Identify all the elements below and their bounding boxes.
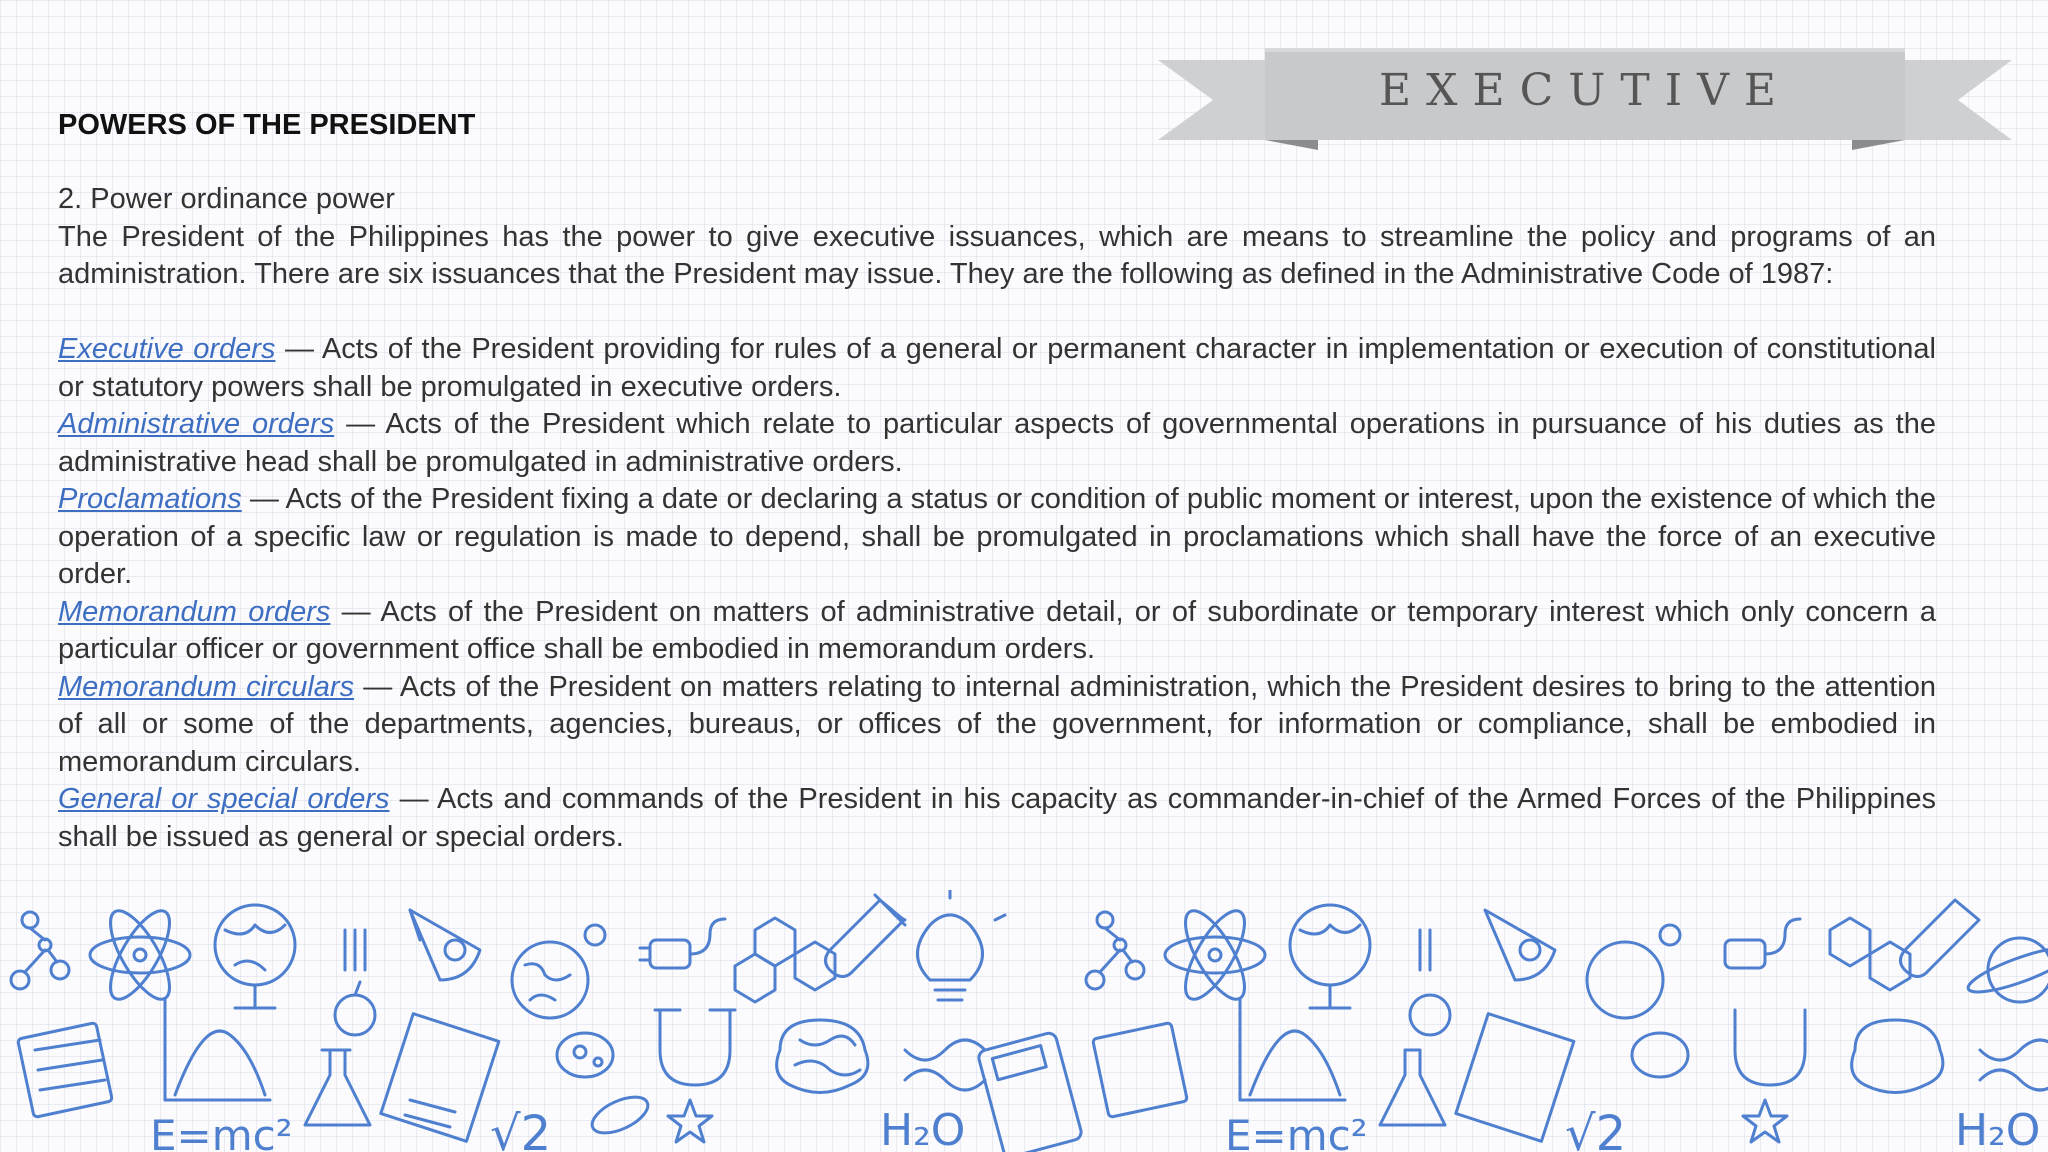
term-link-proclamations[interactable]: Proclamations — [58, 483, 242, 515]
hexagon-molecule-icon — [735, 918, 835, 1002]
term-link-administrative-orders[interactable]: Administrative orders — [58, 408, 335, 440]
section-subheading: 2. Power ordinance power — [58, 183, 395, 215]
svg-text:E=mc²: E=mc² — [1225, 1111, 1368, 1152]
planet-icon — [1964, 938, 2048, 1002]
definition-text: — Acts of the President providing for rules of a general or permanent character in implementation or execution of constitutional or statutory powers shall be promulgated in executive orders. — [58, 333, 1936, 403]
graph-icon — [165, 1000, 270, 1100]
rocket-icon — [410, 910, 480, 980]
definition-item — [58, 594, 1936, 669]
spacer — [58, 294, 1936, 332]
dna-icon — [905, 1040, 985, 1090]
apple-icon — [335, 930, 375, 1035]
definition-item — [58, 481, 1936, 594]
definition-item — [58, 406, 1936, 481]
page-title: POWERS OF THE PRESIDENT — [58, 109, 476, 141]
definition-item — [58, 331, 1936, 406]
svg-text:H₂O: H₂O — [880, 1105, 966, 1152]
term-link-memorandum-orders[interactable]: Memorandum orders — [58, 595, 331, 628]
globe-icon — [215, 905, 295, 1008]
book-icon — [381, 1014, 499, 1142]
term-link-memorandum-circulars[interactable]: Memorandum circulars — [58, 670, 355, 703]
test-tube-icon — [825, 895, 905, 977]
definition-item — [58, 669, 1936, 782]
definition-text: — Acts of the President on matters relating to internal administration, which the President desires to bring to the attention of all or some of the departments, agencies, bureaus, or offices of the government, for information or compliance, shall be embodied in memorandum circulars. — [58, 670, 1936, 778]
lightbulb-icon — [895, 890, 1005, 1000]
science-doodle-strip — [0, 890, 2048, 1152]
bacteria-icon — [557, 1033, 653, 1140]
term-link-general-special-orders[interactable]: General or special orders — [58, 783, 390, 815]
star-icon — [668, 1100, 712, 1142]
molecule-icon — [11, 912, 69, 989]
definition-text: — Acts and commands of the President in his capacity as commander-in-chief of the Armed Forces of the Philippines shall be issued as general or special orders. — [58, 783, 1936, 853]
svg-text:√2: √2 — [490, 1106, 552, 1152]
atom-icon — [90, 903, 190, 1008]
brain-icon — [777, 1020, 868, 1093]
earth-icon — [512, 925, 605, 1018]
svg-text:H₂O: H₂O — [1955, 1105, 2041, 1152]
slide-content — [58, 105, 1936, 856]
calculator-icon — [977, 1032, 1083, 1152]
definition-text: — Acts of the President on matters of administrative detail, or of subordinate or temporary interest which only concern a particular officer or government office shall be embodied in memorandum orders. — [58, 595, 1936, 665]
term-link-executive-orders[interactable]: Executive orders — [58, 333, 276, 365]
flask-icon — [305, 1050, 370, 1125]
definition-text: — Acts of the President fixing a date or declaring a status or condition of public moment or interest, upon the existence of which the operation of a specific law or regulation is made to depend, shall be promulgated in proclamations which shall have the force of an executive order. — [58, 483, 1936, 590]
intro-paragraph: The President of the Philippines has the power to give executive issuances, which are means to streamline the policy and programs of an administration. There are six issuances that the President may issue. They are the following as defined in the Administrative Code of 1987: — [58, 220, 1936, 290]
plug-icon — [640, 919, 725, 968]
definition-item — [58, 781, 1936, 856]
banner-label: EXECUTIVE — [1379, 64, 1791, 116]
abacus-icon — [18, 1023, 113, 1118]
svg-text:E=mc²: E=mc² — [150, 1111, 293, 1152]
definition-text: — Acts of the President which relate to particular aspects of governmental operations in pursuance of his duties as the administrative head shall be promulgated in administrative orders. — [58, 408, 1936, 478]
svg-text:√2: √2 — [1565, 1106, 1627, 1152]
magnet-icon — [655, 1010, 735, 1085]
